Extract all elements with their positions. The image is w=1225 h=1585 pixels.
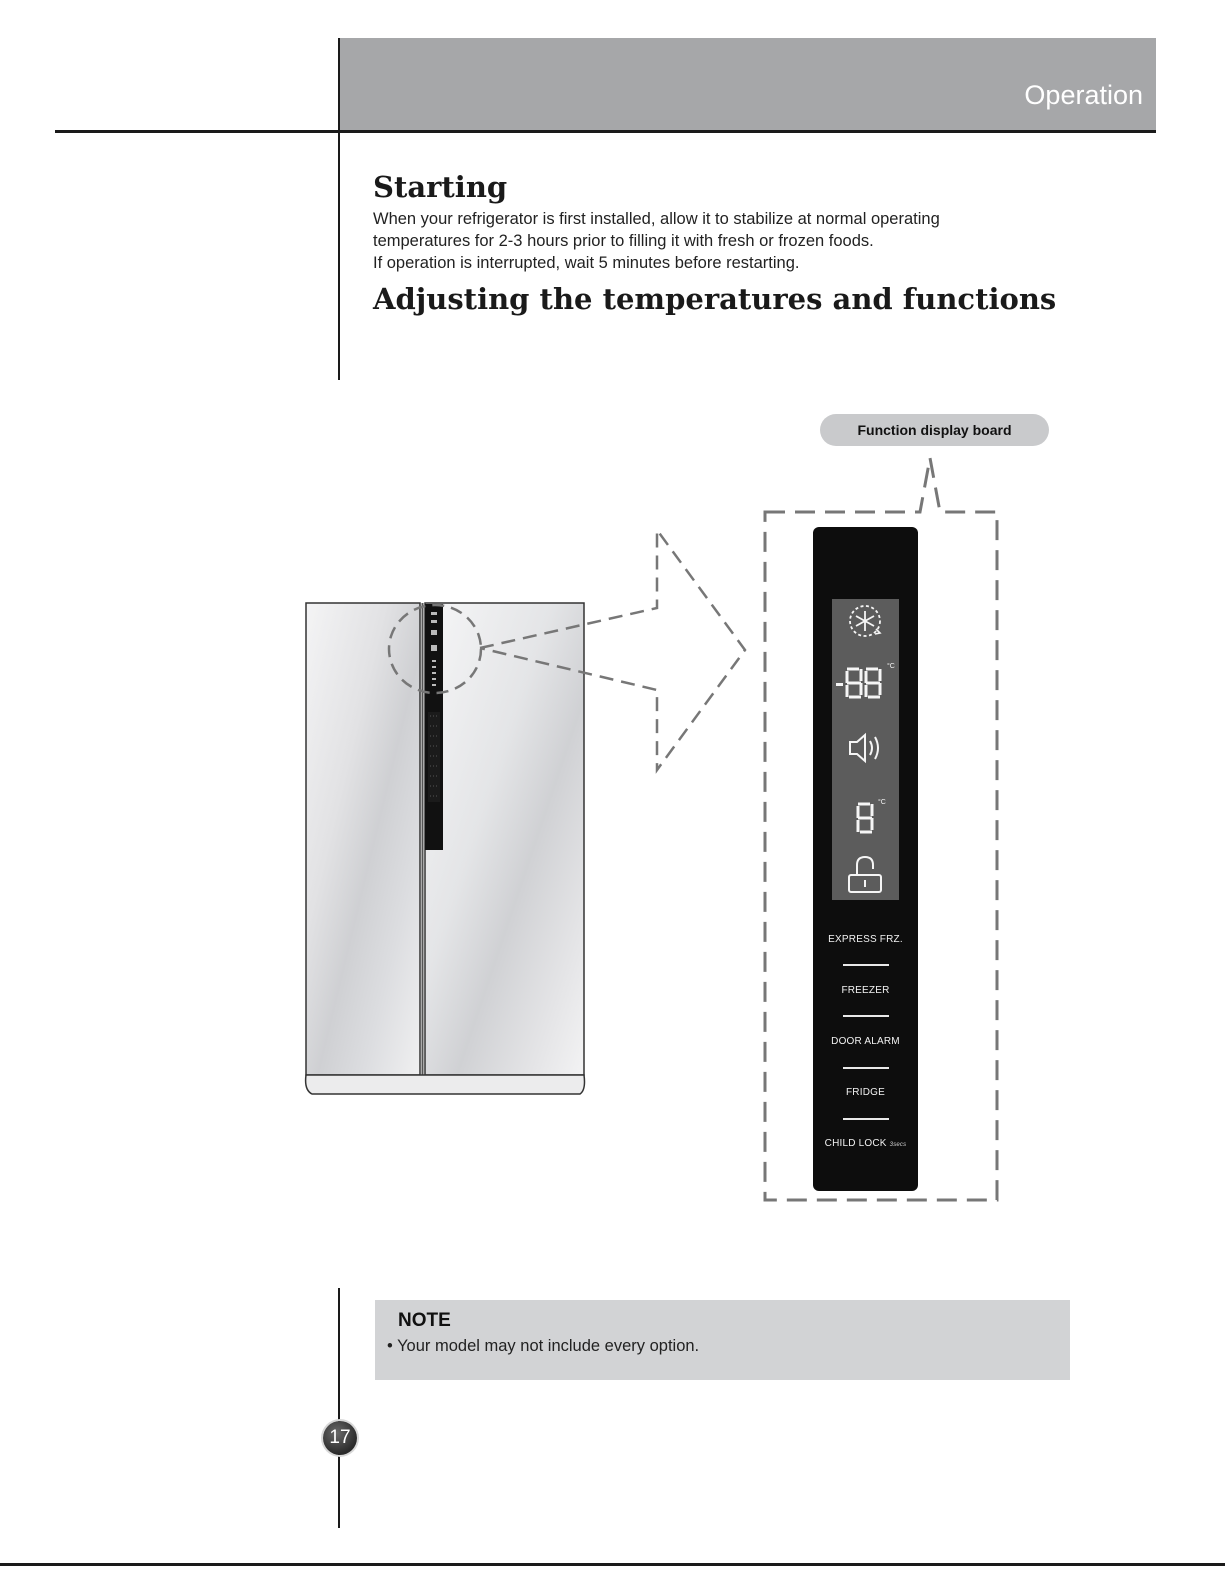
function-display-board xyxy=(813,527,918,1191)
callout-label: Function display board xyxy=(820,414,1049,446)
margin-line-bottom xyxy=(338,1288,340,1528)
button-divider xyxy=(843,964,889,966)
freezer-button[interactable]: FREEZER xyxy=(841,985,890,996)
page-number: 17 xyxy=(323,1421,357,1455)
button-divider xyxy=(843,1015,889,1017)
section-title: Operation xyxy=(1024,80,1143,110)
door-alarm-button[interactable]: DOOR ALARM xyxy=(831,1036,900,1047)
button-divider xyxy=(843,1118,889,1120)
lcd-window xyxy=(832,599,899,900)
digit-8-a xyxy=(847,669,880,697)
starting-heading: Starting xyxy=(373,170,508,204)
right-door xyxy=(425,603,584,1075)
express-frz-button[interactable]: EXPRESS FRZ. xyxy=(828,934,903,945)
freezer-temp-digits xyxy=(836,683,843,686)
starting-line: When your refrigerator is first installed, allow it to stabilize at normal operating xyxy=(373,210,940,228)
starting-line: If operation is interrupted, wait 5 minutes before restarting. xyxy=(373,254,800,272)
child-lock-button[interactable] xyxy=(813,1138,918,1149)
left-door xyxy=(306,603,420,1075)
starting-line: temperatures for 2-3 hours prior to filling it with fresh or frozen foods. xyxy=(373,232,874,250)
base-plinth xyxy=(306,1075,585,1094)
fridge-temp-digit xyxy=(858,804,872,832)
speaker-icon xyxy=(850,735,878,761)
freezer-unit: °C xyxy=(887,663,895,670)
fridge-unit: °C xyxy=(878,799,886,806)
adjusting-heading: Adjusting the temperatures and functions xyxy=(373,282,1057,316)
express-freeze-icon xyxy=(850,606,880,636)
fridge-button[interactable]: FRIDGE xyxy=(846,1087,885,1098)
button-divider xyxy=(843,1067,889,1069)
note-text: • Your model may not include every option. xyxy=(387,1337,700,1355)
refrigerator xyxy=(306,603,585,1094)
bottom-rule xyxy=(0,1563,1225,1566)
lock-icon xyxy=(849,857,881,892)
note-box xyxy=(375,1300,1070,1380)
note-title: NOTE xyxy=(398,1310,451,1331)
child-lock-sub: 3secs xyxy=(889,1142,907,1148)
child-lock-label: CHILD LOCK xyxy=(824,1138,887,1149)
lcd-graphics xyxy=(832,599,899,900)
